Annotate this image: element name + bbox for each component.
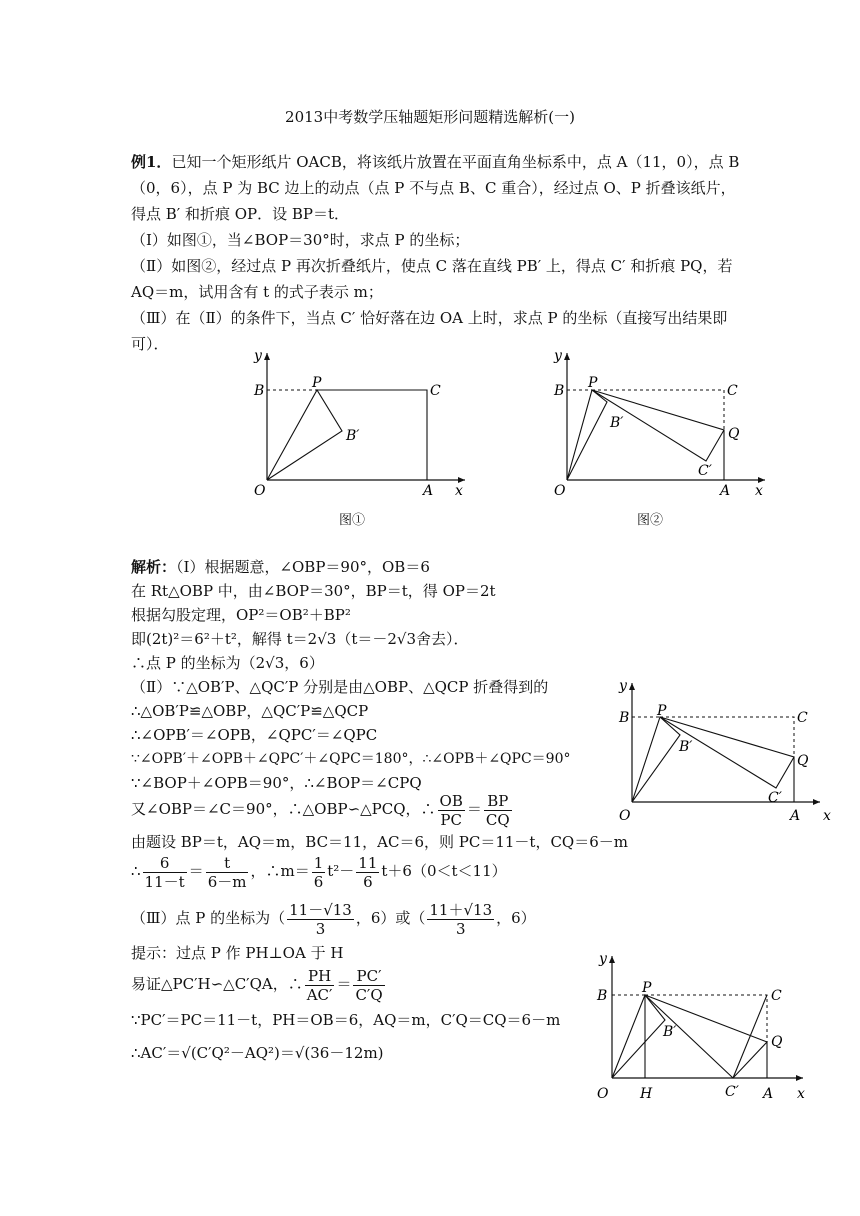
figure-3 [605, 675, 835, 830]
label-a: A [720, 483, 731, 499]
rect-edge [317, 390, 427, 480]
problem-line-1: 例1．已知一个矩形纸片 OACB，将该纸片放置在平面直角坐标系中，点 A（11，0），点 B [131, 153, 740, 171]
fraction: $\frac{11+√13}{3}$ [429, 900, 493, 938]
label-c-prime: C′ [725, 1084, 739, 1100]
solution-line-6: （Ⅱ）∵△OB′P、△QC′P 分别是由△OBP、△QCP 折叠得到的 [131, 678, 549, 696]
fold-triangle-1 [567, 390, 607, 480]
solution-line-18: ∴AC′＝√(C′Q²－AQ²)＝√(36－12m) [131, 1044, 384, 1062]
label-h: H [640, 1086, 653, 1102]
solution-line-8: ∴∠OPB′＝∠OPB，∠QPC′＝∠QPC [131, 726, 378, 744]
fraction: $\frac{t}{6-m}$ [207, 853, 247, 891]
label-o: O [619, 808, 631, 824]
solution-line-1: 解析：（Ⅰ）根据题意，∠OBP＝90°，OB＝6 [131, 558, 430, 576]
label-p: P [657, 703, 667, 719]
label-b-prime: B′ [610, 415, 624, 431]
fraction: $\frac{6}{11-t}$ [144, 853, 185, 891]
fold-triangle [267, 390, 342, 480]
page-title: 2013中考数学压轴题矩形问题精选解析(一) [285, 108, 575, 126]
y-arrow-icon [629, 683, 635, 690]
problem-line-6: AQ＝m，试用含有 t 的式子表示 m； [131, 283, 383, 301]
fraction: $\frac{OB}{PC}$ [439, 791, 463, 829]
label-y: y [254, 348, 262, 364]
label-a: A [763, 1086, 774, 1102]
fraction: $\frac{11-√13}{3}$ [289, 900, 352, 938]
solution-line-12: 由题设 BP＝t，AQ＝m，BC＝11，AC＝6，则 PC＝11－t，CQ＝6－m [131, 833, 628, 851]
solution-line-5: ∴点 P 的坐标为（2√3，6） [131, 654, 324, 672]
problem-label: 例1． [131, 153, 172, 171]
figure-1 [240, 345, 480, 505]
label-p: P [312, 375, 322, 391]
fraction: $\frac{BP}{CQ}$ [485, 791, 510, 829]
label-c: C [727, 383, 738, 399]
solution-line-7: ∴△OB′P≌△OBP，△QC′P≌△QCP [131, 702, 369, 720]
problem-line-3: 得点 B′ 和折痕 OP．设 BP＝t． [131, 205, 350, 223]
x-arrow-icon [813, 799, 820, 805]
label-x: x [455, 483, 463, 499]
label-b-prime: B′ [346, 428, 360, 444]
label-q: Q [797, 753, 809, 769]
y-arrow-icon [609, 956, 615, 963]
label-y: y [554, 348, 562, 364]
label-c: C [797, 710, 808, 726]
solution-line-13: ∴ $\frac{6}{11-t}$ ＝ $\frac{t}{6-m}$ ，∴m＝ $\frac{1}{6}$ t²－ $\frac{11}{6}$ t＋6（0＜t＜11） [131, 853, 507, 891]
x-arrow-icon [796, 1075, 803, 1081]
label-a: A [423, 483, 434, 499]
label-q: Q [728, 426, 740, 442]
fraction: $\frac{11}{6}$ [358, 853, 378, 891]
fraction: $\frac{PC'}{C'Q}$ [355, 966, 383, 1004]
solution-line-15: 提示：过点 P 作 PH⊥OA 于 H [131, 944, 344, 962]
fold-triangle-1 [632, 717, 680, 802]
solution-line-11: 又∠OBP＝∠C＝90°，∴△OBP∽△PCQ，∴ $\frac{OB}{PC}$ ＝ $\frac{BP}{CQ}$ [131, 791, 510, 829]
caption-figure-1: 图① [339, 513, 366, 528]
label-y: y [599, 951, 607, 967]
y-arrow-icon [564, 353, 570, 360]
solution-line-4: 即(2t)²＝6²＋t²，解得 t＝2√3（t＝－2√3舍去）． [131, 630, 469, 648]
label-b: B [254, 383, 265, 399]
y-arrow-icon [264, 353, 270, 360]
figure-2 [540, 345, 780, 505]
label-x: x [797, 1086, 805, 1102]
problem-line-8: 可）． [131, 335, 169, 353]
problem-line-2: （0，6），点 P 为 BC 边上的动点（点 P 不与点 B、C 重合），经过点 O、P 折叠该纸片， [131, 179, 736, 197]
label-c: C [771, 988, 782, 1004]
label-c-prime: C′ [698, 463, 712, 479]
label-b: B [597, 988, 608, 1004]
label-o: O [254, 483, 266, 499]
solution-line-3: 根据勾股定理，OP²＝OB²＋BP² [131, 606, 351, 624]
solution-line-14: （Ⅲ）点 P 的坐标为（ $\frac{11-√13}{3}$ ，6）或（ $\frac{11+√13}{3}$ ，6） [131, 900, 536, 938]
label-y: y [619, 678, 627, 694]
fraction: $\frac{1}{6}$ [313, 853, 324, 891]
label-q: Q [771, 1034, 783, 1050]
problem-line-7: （Ⅲ）在（Ⅱ）的条件下，当点 C′ 恰好落在边 OA 上时，求点 P 的坐标（直接写出结果即 [131, 309, 728, 327]
label-c: C [430, 383, 441, 399]
segment-c-cprime [733, 995, 767, 1078]
label-o: O [597, 1086, 609, 1102]
label-b-prime: B′ [663, 1024, 677, 1040]
solution-line-2: 在 Rt△OBP 中，由∠BOP＝30°，BP＝t，得 OP＝2t [131, 582, 496, 600]
solution-line-17: ∵PC′＝PC＝11－t，PH＝OB＝6，AQ＝m，C′Q＝CQ＝6－m [131, 1011, 561, 1029]
label-b-prime: B′ [679, 739, 693, 755]
fold-triangle-1 [612, 995, 665, 1078]
fraction: $\frac{PH}{AC'}$ [306, 966, 333, 1004]
label-p: P [642, 980, 652, 996]
caption-figure-2: 图② [637, 513, 664, 528]
label-b: B [554, 383, 565, 399]
label-x: x [823, 808, 831, 824]
problem-line-5: （Ⅱ）如图②，经过点 P 再次折叠纸片，使点 C 落在直线 PB′ 上，得点 C′ 和折痕 PQ，若 [131, 257, 733, 275]
label-p: P [588, 375, 598, 391]
label-b: B [619, 710, 630, 726]
label-c-prime: C′ [768, 790, 782, 806]
label-o: O [554, 483, 566, 499]
label-a: A [790, 808, 801, 824]
solution-line-10: ∵∠BOP＋∠OPB＝90°，∴∠BOP＝∠CPQ [131, 774, 422, 792]
solution-line-16: 易证△PC′H∽△C′QA，∴ $\frac{PH}{AC'}$ ＝ $\frac{PC'}{C'Q}$ [131, 966, 383, 1004]
solution-line-9: ∵∠OPB′＋∠OPB＋∠QPC′＋∠QPC＝180°，∴∠OPB＋∠QPC＝90° [131, 751, 571, 767]
figure-4 [585, 948, 820, 1108]
label-x: x [755, 483, 763, 499]
problem-line-4: （Ⅰ）如图①，当∠BOP＝30°时，求点 P 的坐标； [131, 231, 470, 249]
solution-label: 解析： [131, 558, 177, 576]
